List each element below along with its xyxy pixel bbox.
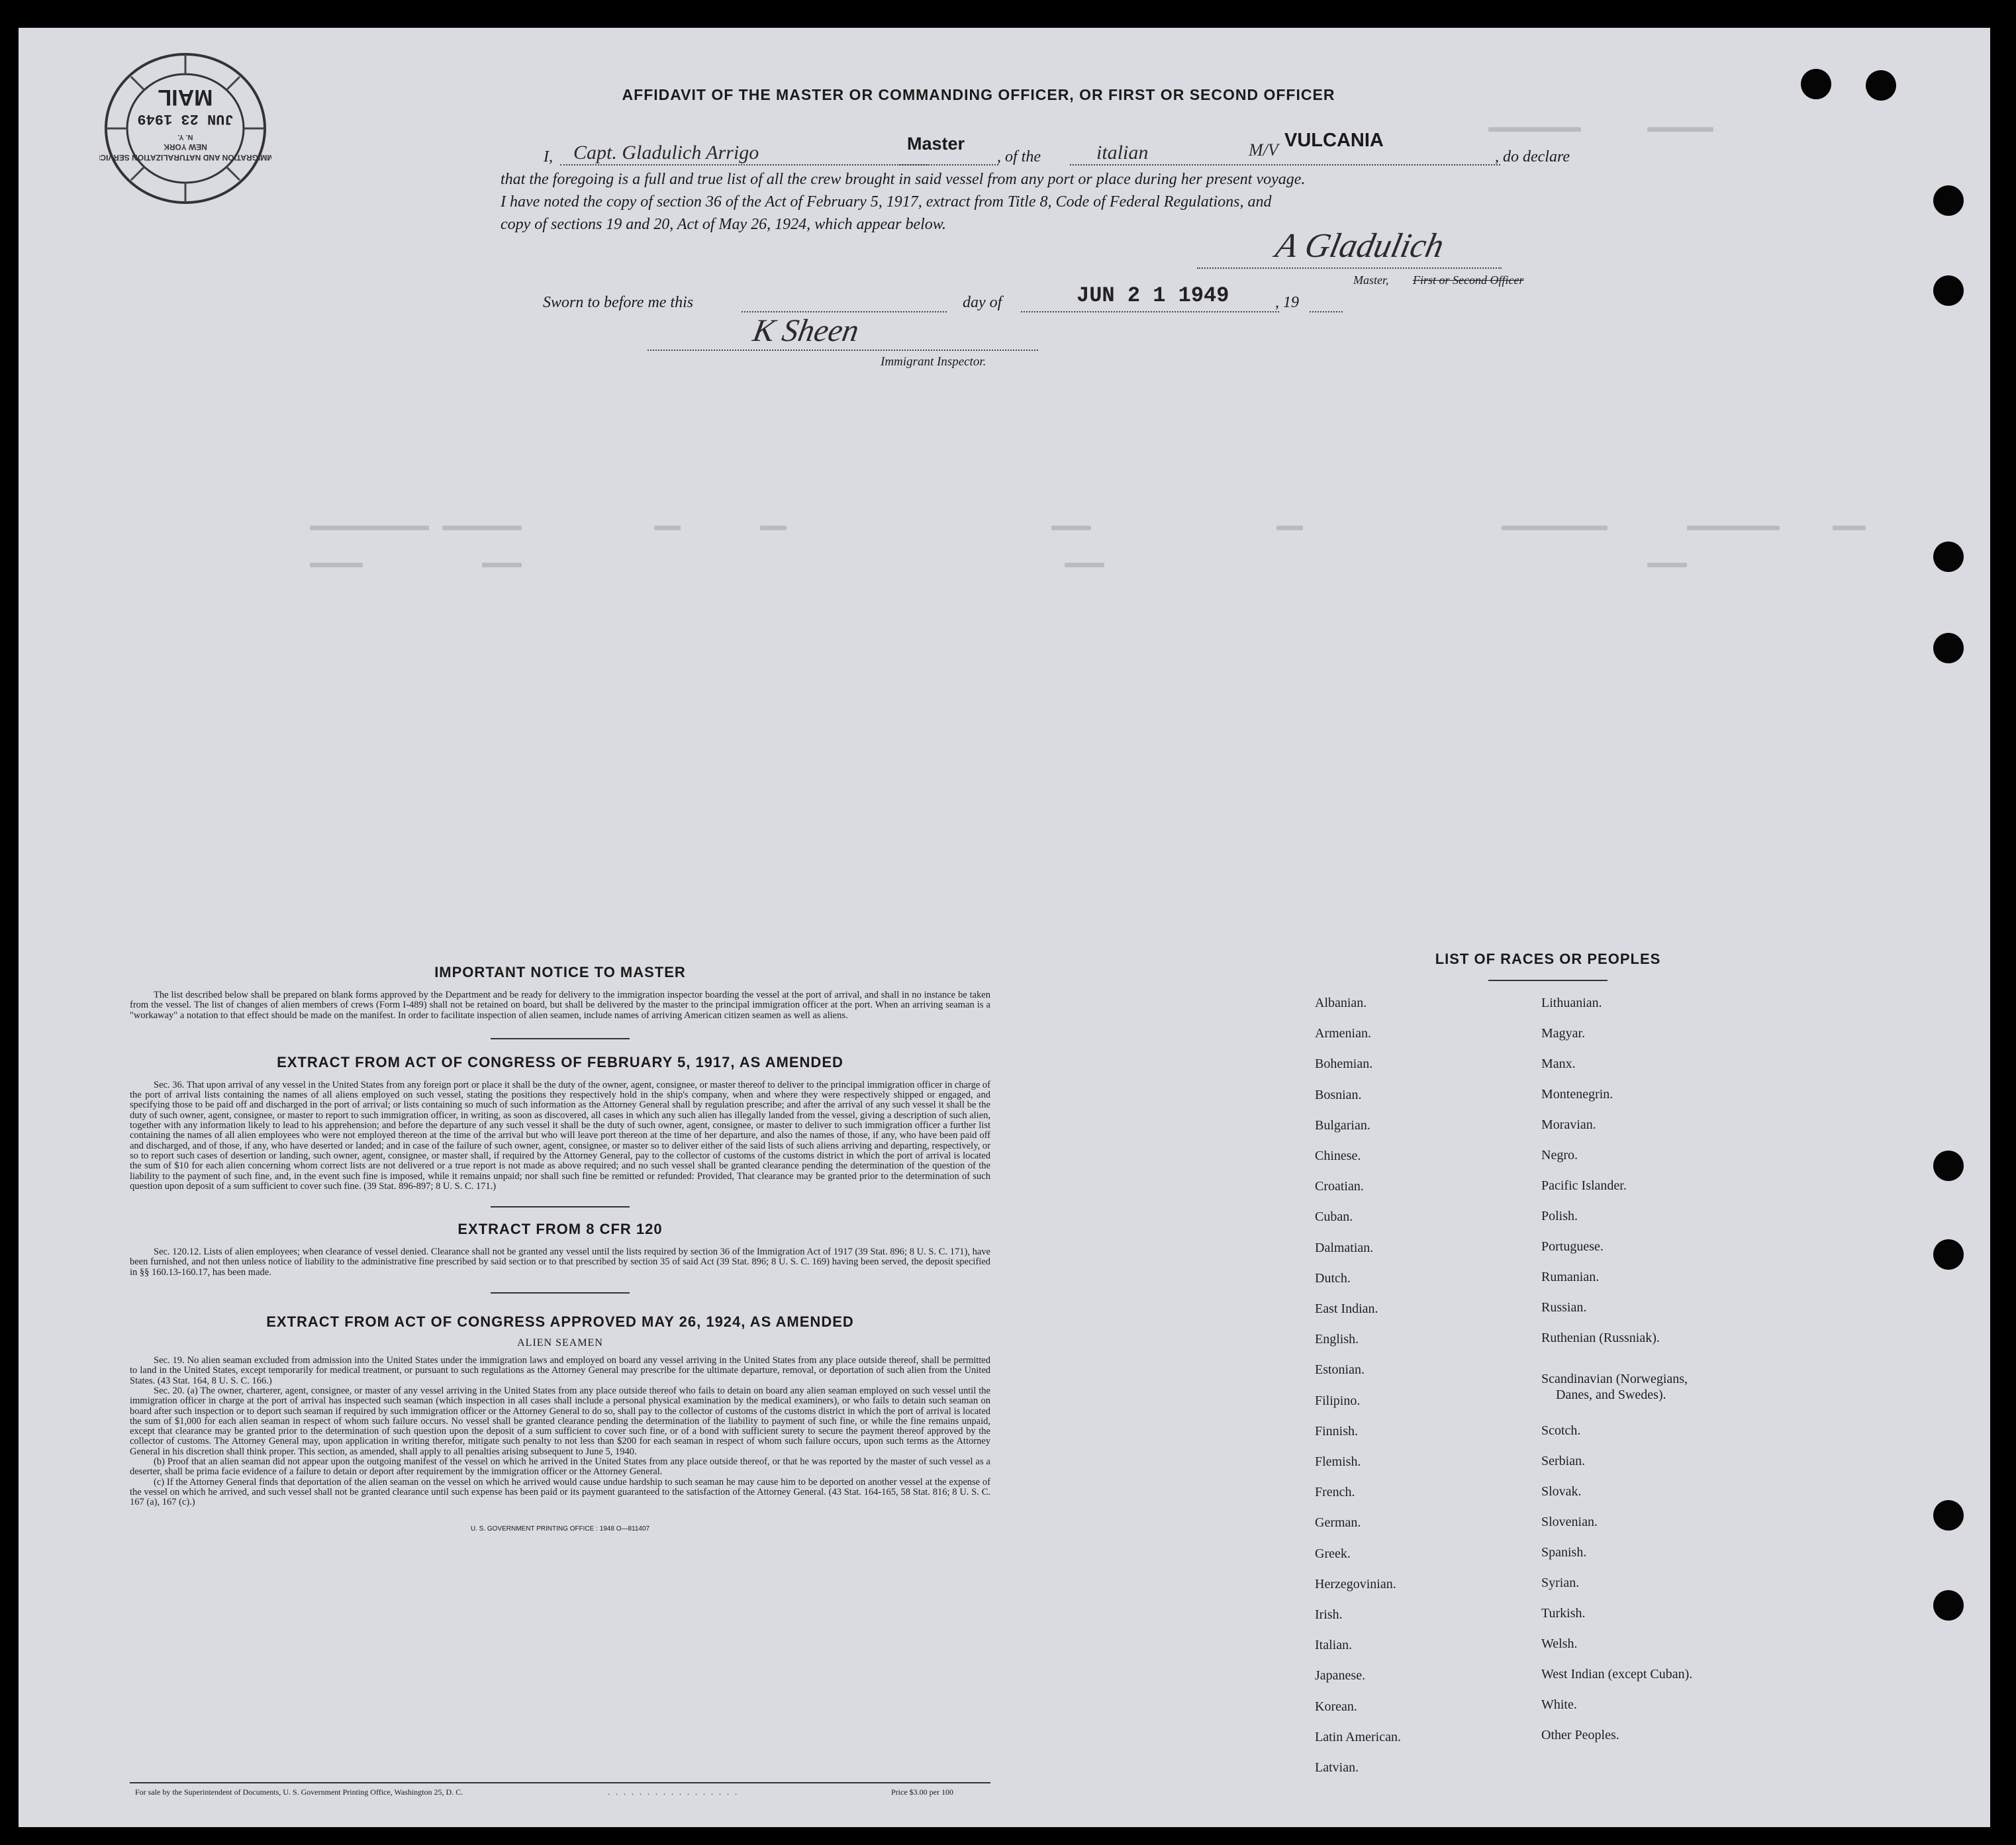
race-item: French. — [1315, 1485, 1355, 1500]
affidavit-line1-prefix: I, — [544, 148, 553, 166]
vessel-prefix-field: M/V — [1249, 140, 1278, 160]
sworn-day-of: day of — [963, 294, 1002, 311]
extract-cfr-title: EXTRACT FROM 8 CFR 120 — [457, 1221, 663, 1238]
stamp-city-text: NEW YORK — [164, 142, 207, 152]
race-item: Magyar. — [1541, 1026, 1586, 1041]
race-item: Serbian. — [1541, 1454, 1586, 1468]
race-item: Flemish. — [1315, 1454, 1361, 1469]
inspector-caption: Immigrant Inspector. — [881, 355, 986, 369]
punch-hole-icon — [1933, 1239, 1964, 1270]
sec19-text: Sec. 19. No alien seaman excluded from admission into the United States under the immigration laws and employed on board any vessel arriving in the United States from any place outside thereof, shall be permitted to land in the United States, except temporarily for medical treatment, or pursuant to such regulations as the Attorney General may prescribe for the ultimate departure, removal, or deportation of such alien from the United States. (43 Stat. 164, 8 U. S. C. 166.) — [130, 1355, 990, 1386]
race-item: Russian. — [1541, 1300, 1587, 1315]
stamp-word-text: MAIL — [158, 85, 213, 110]
race-item: Irish. — [1315, 1607, 1343, 1622]
race-item: German. — [1315, 1515, 1361, 1531]
race-item: Filipino. — [1315, 1393, 1361, 1408]
footer-right: Price $3.00 per 100 — [891, 1787, 953, 1797]
race-item: White. — [1541, 1697, 1577, 1712]
race-item: Herzegovinian. — [1315, 1576, 1396, 1591]
punch-hole-icon — [1866, 70, 1896, 101]
extract-1917-title: EXTRACT FROM ACT OF CONGRESS OF FEBRUARY 5, 1917, AS AMENDED — [277, 1053, 843, 1070]
stamp-sub-text: N. Y. — [177, 133, 193, 141]
vessel-name-field: VULCANIA — [1284, 130, 1384, 151]
race-item: Korean. — [1315, 1699, 1357, 1714]
race-item: Bohemian. — [1315, 1057, 1373, 1072]
affidavit-line2: that the foregoing is a full and true list of all the crew brought in said vessel from any port or place during her present voyage. — [501, 171, 1306, 188]
race-item: Welsh. — [1541, 1636, 1578, 1651]
race-item: Polish. — [1541, 1209, 1578, 1223]
race-item: West Indian (except Cuban). — [1541, 1667, 1693, 1681]
race-item: Finnish. — [1315, 1423, 1359, 1439]
race-item: Dalmatian. — [1315, 1240, 1374, 1255]
race-item: Dutch. — [1315, 1270, 1351, 1286]
sworn-year-line — [1310, 311, 1343, 312]
nationality-field: italian — [1096, 142, 1149, 164]
sec20b-text: (b) Proof that an alien seaman did not appear upon the outgoing manifest of the vessel on which he arrived in the United States from any place outside thereof, or that he was reported by the master of such vessel as a deserter, shall be prima facie evidence of a failure to detain or deport after requirement by the immigration officer or the Attorney General. — [130, 1456, 990, 1478]
punch-hole-icon — [1801, 69, 1831, 99]
race-item: Other Peoples. — [1541, 1728, 1619, 1742]
race-item: Japanese. — [1315, 1668, 1366, 1683]
divider — [491, 1292, 630, 1294]
affidavit-line4: copy of sections 19 and 20, Act of May 26, 1924, which appear below. — [501, 216, 947, 233]
stamp-date-text: JUN 23 1949 — [137, 111, 234, 127]
document-page — [19, 28, 1990, 1827]
legal-text-column — [130, 964, 990, 1533]
race-item: Bosnian. — [1315, 1087, 1362, 1102]
sworn-month-line — [1021, 311, 1279, 312]
affidavit-line3: I have noted the copy of section 36 of the Act of February 5, 1917, extract from Title 8, Code of Federal Regulations, and — [501, 193, 1272, 211]
race-item: Montenegrin. — [1541, 1087, 1613, 1102]
divider — [491, 1038, 630, 1039]
race-item: Slovenian. — [1541, 1515, 1598, 1529]
punch-hole-icon — [1933, 1500, 1964, 1531]
punch-hole-icon — [1933, 1590, 1964, 1621]
printing-office-line: U. S. GOVERNMENT PRINTING OFFICE : 1948 O—811407 — [470, 1525, 650, 1533]
race-item: Greek. — [1315, 1546, 1351, 1561]
notice-text: The list described below shall be prepared on blank forms approved by the Department and be ready for delivery to the immigration inspector boarding the vessel at the port of arrival, and shall in no instance be taken from the vessel. The list of changes of alien members of crews (Form I-489) shall not be retained on board, but shall be delivered by the master to the principal immigration officer at the port. When an arriving seaman is a "workaway" a notation to that effect should be made on the manifest. In order to facilitate inspection of alien seamen, include names of arriving American citizen seamen as well as aliens. — [130, 990, 990, 1021]
race-item: Scandinavian (Norwegians, — [1541, 1372, 1688, 1386]
race-item: Estonian. — [1315, 1362, 1365, 1378]
race-item: Manx. — [1541, 1057, 1576, 1071]
race-item: Chinese. — [1315, 1149, 1361, 1163]
signer-caption: Master, — [1353, 273, 1389, 287]
race-item: Moravian. — [1541, 1117, 1596, 1132]
extract-1924-title: EXTRACT FROM ACT OF CONGRESS APPROVED MAY 26, 1924, AS AMENDED — [266, 1313, 854, 1331]
master-signature: A Gladulich — [1272, 227, 1447, 265]
race-item: Ruthenian (Russniak). — [1541, 1331, 1660, 1345]
sworn-year-prefix: , 19 — [1275, 294, 1299, 311]
race-item: Slovak. — [1541, 1484, 1582, 1499]
affidavit-title: AFFIDAVIT OF THE MASTER OR COMMANDING OFFICER, OR FIRST OR SECOND OFFICER — [622, 86, 1335, 103]
affidavit-do-declare: , do declare — [1495, 148, 1570, 166]
race-item: Scotch. — [1541, 1423, 1581, 1438]
extract-cfr-text: Sec. 120.12. Lists of alien employees; when clearance of vessel denied. Clearance shall not be granted any vessel until the lists required by section 36 of the Immigration Act of 1917 (39 Stat. 896; 8 U. S. C. 171), have been furnished, and not then unless notice of liability to the administrative fine prescribed by said section or to that prescribed by section 35 of said Act (39 Stat. 896; 8 U. S. C. 169) having been served, the deposit specified in §§ 160.13-160.17, has been made. — [130, 1247, 990, 1278]
race-item: East Indian. — [1315, 1301, 1378, 1316]
punch-hole-icon — [1933, 275, 1964, 306]
punch-hole-icon — [1933, 1151, 1964, 1181]
race-item: English. — [1315, 1332, 1359, 1347]
race-item: Pacific Islander. — [1541, 1178, 1627, 1193]
name-field-line — [560, 164, 928, 166]
races-divider — [1488, 980, 1608, 981]
race-item: Syrian. — [1541, 1576, 1580, 1590]
race-item: Latvian. — [1315, 1760, 1359, 1775]
affidavit-of-the: , of the — [997, 148, 1041, 166]
sec20a-text: Sec. 20. (a) The owner, charterer, agent, consignee, or master of any vessel arriving in the United States from any place outside thereof who fails to detain on board any alien seaman employed on such vessel until the immigration officer in charge at the port of arrival has inspected such seaman (which inspection in all cases shall include a personal physical examination by the medical examiners), or who fails to detain such seaman on board after such inspection or to deport such seaman if required by such immigration officer or the Attorney General to do so, shall pay to the collector of customs of the customs district in which the port of arrival is located the sum of $1,000 for each alien seaman in respect of whom such failure occurs. No vessel shall be granted clearance pending the determination of the liability to payment of such fine, or while the fine remains unpaid, except that clearance may be granted prior to the determination of such question upon the deposit of a sum sufficient to cover such fine, or of a bond with sufficient surety to secure the payment thereof approved by the collector of customs. The Attorney General may, upon application in writing therefor, mitigate such penalty to not less than $200 for each seaman in respect of whom such failure occurs, upon such terms as the Attorney General in his discretion shall think proper. This section, as amended, shall apply to all penalties arising subsequent to June 5, 1940. — [130, 1385, 990, 1457]
race-item: Danes, and Swedes). — [1556, 1388, 1666, 1402]
race-item: Lithuanian. — [1541, 996, 1602, 1010]
extract-1924-subtitle: ALIEN SEAMEN — [517, 1337, 603, 1349]
race-item: Italian. — [1315, 1638, 1353, 1653]
punch-hole-icon — [1933, 633, 1964, 663]
race-item: Armenian. — [1315, 1026, 1371, 1041]
master-name-field: Capt. Gladulich Arrigo — [573, 142, 759, 164]
race-item: Spanish. — [1541, 1545, 1587, 1560]
inspector-signature: K Sheen — [750, 313, 862, 348]
race-item: Albanian. — [1315, 996, 1367, 1010]
rank-field-line — [899, 164, 998, 166]
race-item: Negro. — [1541, 1148, 1578, 1162]
sworn-prefix: Sworn to before me this — [543, 294, 694, 311]
race-item: Turkish. — [1541, 1606, 1586, 1621]
punch-hole-icon — [1933, 185, 1964, 216]
stamp-agency-text: IMMIGRATION AND NATURALIZATION SERVICE — [99, 153, 271, 162]
vessel-field-line — [1070, 164, 1500, 166]
rank-field: Master — [907, 134, 965, 154]
race-item: Croatian. — [1315, 1179, 1364, 1194]
signer-struck-caption: First or Second Officer — [1413, 273, 1524, 287]
race-item: Rumanian. — [1541, 1270, 1600, 1284]
mail-postmark-stamp — [99, 49, 271, 208]
race-item: Cuban. — [1315, 1209, 1353, 1225]
footer-dots: . . . . . . . . . . . . . . . . . — [608, 1787, 739, 1797]
date-stamp-field: JUN 2 1 1949 — [1077, 283, 1229, 308]
extract-1917-text: Sec. 36. That upon arrival of any vessel in the United States from any foreign port or place it shall be the duty of the owner, agent, consignee, or master thereof to deliver to the principal immigration officer in charge of the port of arrival lists containing the names of all aliens employed on such vessel, stating the positions they respectively hold in the ship's company, when and where they were respectively shipped or engaged, and specifying those to be paid off and discharged in the port of arrival; or lists containing so much of such information as the Attorney General shall by regulation prescribe; and after the arrival of any such vessel it shall be the duty of such owner, agent, consignee, or master to report to such immigration officer, in writing, as soon as discovered, all cases in which any such alien has illegally landed from the vessel, giving a description of such alien, together with any information likely to lead to his apprehension; and before the departure of any such vessel it shall be the duty of such owner, agent, consignee, or master to deliver to such immigration officer a further list containing the names of all alien employees who were not employed thereon at the time of the arrival but who will leave port thereon at the time of her departure, and also the names of those, if any, who have been paid off and discharged, and of those, if any, who have deserted or landed; and in case of the failure of such owner, agent, consignee, or master so to deliver either of the said lists of such aliens arriving and departing, respectively, or so to report such cases of desertion or landing, such owner, agent, consignee, or master shall, if required by the Attorney General, pay to the collector of customs of the customs district in which the port of arrival is located the sum of $10 for each alien concerning whom correct lists are not delivered or a true report is not made as above required; and no such vessel shall be granted clearance pending the determination of the question of the liability to the payment of such fine, and, in the event such fine is imposed, while it remains unpaid; nor shall such fine be remitted or refunded: Provided, That clearance may be granted prior to the determination of such question upon deposit of a sum sufficient to cover such fine. (39 Stat. 896-897; 8 U. S. C. 171.) — [130, 1079, 990, 1192]
races-title: LIST OF RACES OR PEOPLES — [1435, 951, 1661, 967]
race-item: Bulgarian. — [1315, 1117, 1370, 1133]
sec20c-text: (c) If the Attorney General finds that deportation of the alien seaman on the vessel on which he arrived would cause undue hardship to such seaman he may cause him to be deported on another vessel at the expense of the vessel on which he arrived, and such vessel shall not be granted clearance until such expense has been paid or its payment guaranteed to the satisfaction of the Attorney General. (43 Stat. 164-165, 58 Stat. 816; 8 U. S. C. 167 (a), 167 (c).) — [130, 1476, 990, 1508]
notice-title: IMPORTANT NOTICE TO MASTER — [434, 964, 686, 980]
footer-rule — [130, 1782, 990, 1783]
divider — [491, 1206, 630, 1207]
race-item: Portuguese. — [1541, 1239, 1604, 1254]
race-item: Latin American. — [1315, 1729, 1401, 1744]
footer-left: For sale by the Superintendent of Documents, U. S. Government Printing Office, Washington 25, D. C. — [135, 1787, 463, 1797]
punch-hole-icon — [1933, 542, 1964, 572]
